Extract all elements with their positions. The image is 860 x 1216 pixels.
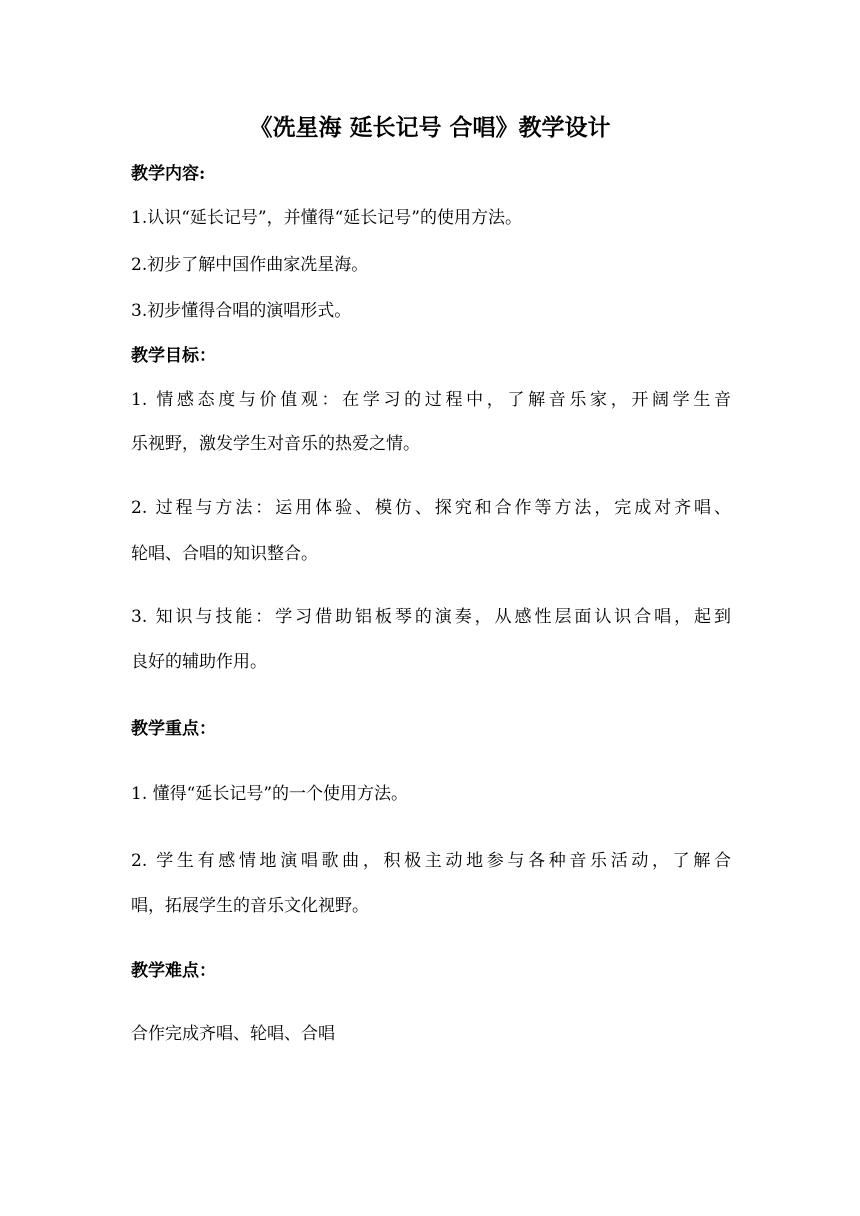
difficulties-text: 合作完成齐唱、轮唱、合唱: [131, 1024, 335, 1044]
content-item-2: 2.初步了解中国作曲家冼星海。: [131, 255, 369, 275]
content-item-3: 3.初步懂得合唱的演唱形式。: [131, 301, 352, 321]
content-heading: 教学内容:: [131, 164, 206, 184]
document-title: 《冼星海 延长记号 合唱》教学设计: [249, 114, 611, 141]
objective-3-line-2: 良好的辅助作用。: [131, 652, 267, 672]
objective-1-line-2: 乐视野，激发学生对音乐的热爱之情。: [131, 434, 420, 454]
content-item-1: 1.认识“延长记号”，并懂得“延长记号”的使用方法。: [131, 208, 522, 228]
objective-2-line-2: 轮唱、合唱的知识整合。: [131, 544, 318, 564]
objective-2-line-1: 2. 过程与方法：运用体验、模仿、探究和合作等方法，完成对齐唱、: [131, 498, 731, 518]
key-point-2-line-2: 唱，拓展学生的音乐文化视野。: [131, 896, 369, 916]
objectives-heading: 教学目标：: [131, 346, 216, 366]
key-point-2-line-1: 2. 学生有感情地演唱歌曲，积极主动地参与各种音乐活动，了解合: [131, 851, 731, 871]
objective-1-line-1: 1. 情感态度与价值观：在学习的过程中，了解音乐家，开阔学生音: [131, 390, 731, 410]
objective-3-line-1: 3. 知识与技能：学习借助铝板琴的演奏，从感性层面认识合唱，起到: [131, 607, 731, 627]
difficulties-heading: 教学难点：: [131, 961, 216, 981]
key-points-heading: 教学重点：: [131, 719, 216, 739]
key-point-1: 1. 懂得“延长记号”的一个使用方法。: [131, 784, 409, 804]
